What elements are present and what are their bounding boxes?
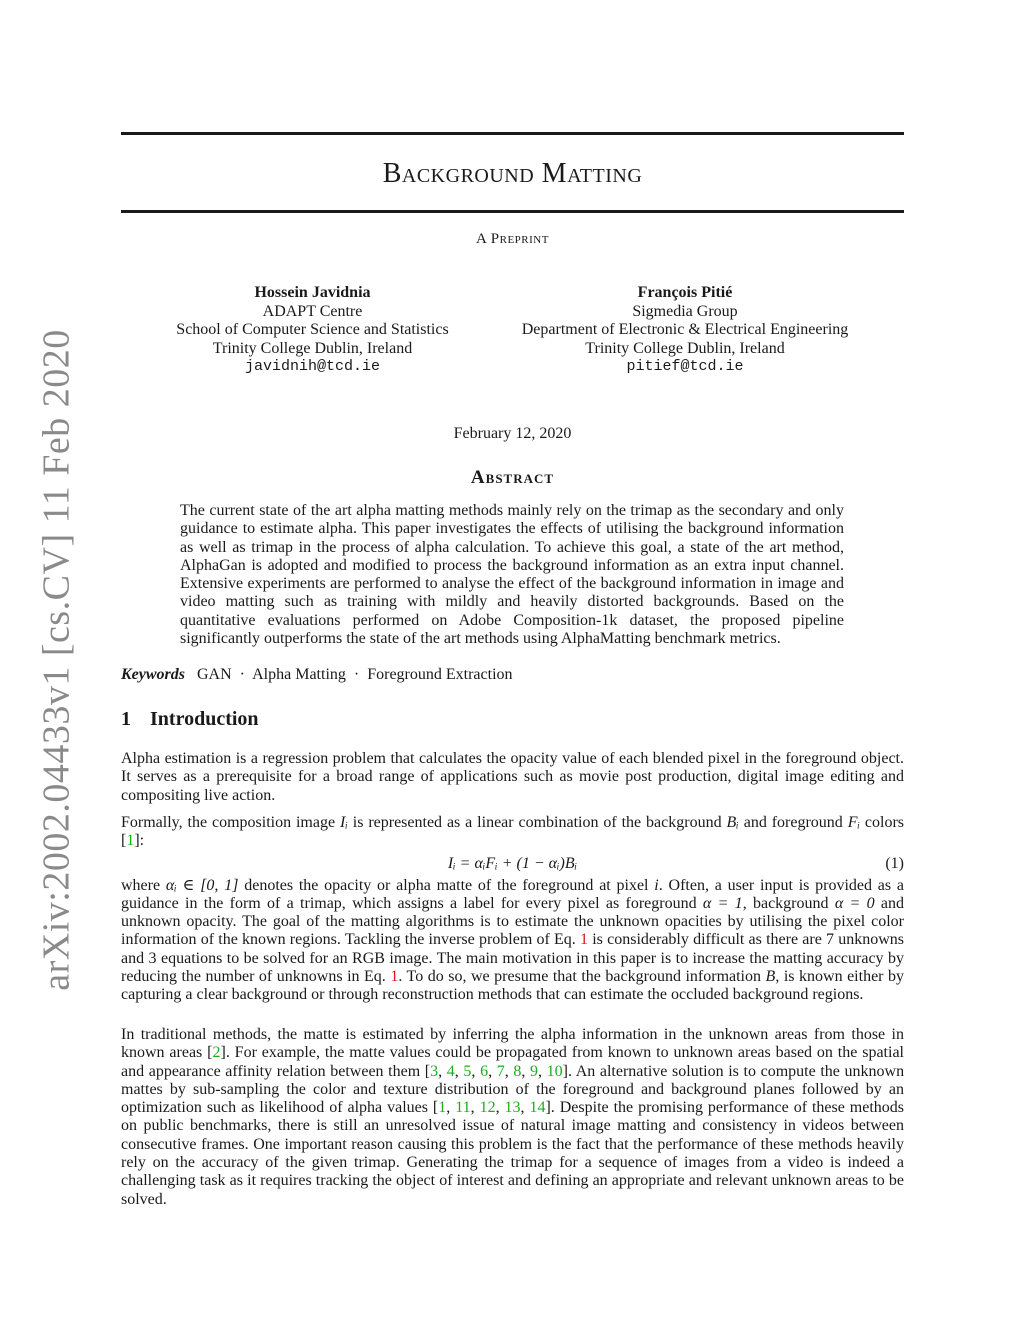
paper-title: Background Matting — [382, 158, 643, 189]
author-name: Hossein Javidnia — [254, 284, 371, 301]
citation-link[interactable]: 5 — [463, 1062, 472, 1080]
paragraph-with-equation — [121, 814, 904, 1005]
citation-link[interactable]: 4 — [446, 1062, 455, 1080]
section-number: 1 — [121, 708, 131, 730]
text-run: and unknown opacity. The goal of the matting algorithms is to estimate the unknown opacities by utilising the pixel color information of the known regions. Tackling the inverse problem of Eq. — [121, 894, 905, 949]
equation-ref-link[interactable]: 1 — [390, 968, 399, 986]
text-run: In traditional methods, the matte is estimated by inferring the alpha information in the unknown areas from those in known areas [ — [121, 1026, 904, 1062]
author-name: François Pitié — [637, 284, 733, 301]
text-run: . To do so, we presume that the background information — [398, 968, 766, 986]
citation-link[interactable]: 6 — [480, 1062, 489, 1080]
keywords-line — [121, 666, 904, 684]
paragraph-text — [121, 877, 904, 1005]
author-affiliation: Trinity College Dublin, Ireland — [212, 339, 413, 357]
paragraph — [121, 1026, 904, 1209]
author-block-1 — [160, 284, 465, 377]
comma: , — [504, 1062, 514, 1080]
paragraph-text — [121, 1026, 904, 1209]
text-run: denotes the opacity or alpha matte of the foreground at pixel — [238, 876, 655, 894]
math-inline: Iᵢ — [339, 814, 348, 831]
text-run: , is known either by capturing a clear background or through reconstruction methods that can estimate the occluded background regions. — [121, 968, 905, 1004]
citation-link[interactable]: 10 — [546, 1062, 563, 1080]
publication-date: February 12, 2020 — [453, 425, 572, 442]
citation-link[interactable]: 7 — [496, 1062, 505, 1080]
keyword-separator: · — [353, 666, 360, 683]
paragraph-text: Alpha estimation is a regression problem that calculates the opacity value of each blended pixel in the foreground object. It serves as a prerequisite for a broad range of applications such as movie post production, digital image editing and compositing live action. — [121, 750, 904, 804]
citation-link[interactable]: 2 — [212, 1044, 221, 1062]
equation-ref-link[interactable]: 1 — [580, 931, 589, 949]
text-run: and foreground — [738, 814, 848, 831]
math-inline: αᵢ ∈ [0, 1] — [165, 876, 239, 894]
text-run: ]. For example, the matte values could be propagated from known to unknown areas based on the spatial and appearance affinity relation between them [ — [121, 1044, 904, 1080]
keyword: Foreground Extraction — [367, 666, 513, 683]
title-rule-bottom — [121, 210, 904, 213]
author-email[interactable]: pitief@tcd.ie — [626, 358, 744, 375]
citation-link[interactable]: 8 — [513, 1062, 522, 1080]
comma: , — [488, 1062, 497, 1080]
author-affiliation: Trinity College Dublin, Ireland — [585, 339, 785, 357]
citation-link[interactable]: 3 — [430, 1062, 439, 1080]
author-affiliation: Department of Electronic & Electrical Engineering — [521, 321, 849, 338]
citation-link[interactable]: 14 — [529, 1099, 546, 1117]
comma: , — [520, 1099, 530, 1117]
comma: , — [454, 1062, 464, 1080]
keyword: GAN — [197, 666, 232, 683]
comma: , — [521, 1062, 530, 1080]
author-affiliation: ADAPT Centre — [262, 302, 363, 320]
math-inline: i — [654, 876, 659, 894]
text-run: , background — [742, 894, 835, 912]
equation-number: (1) — [885, 854, 904, 872]
author-block-2 — [505, 284, 865, 377]
keyword-separator: · — [239, 666, 245, 683]
section-heading — [121, 708, 259, 731]
text-run: ]. An alternative solution is to compute the unknown mattes by sub-sampling the color and texture distribution of the foreground and background planes followed by an optimization such as likelihood of alpha values [ — [121, 1062, 905, 1117]
arxiv-identifier — [28, 329, 86, 991]
text-run: where — [121, 876, 166, 894]
text-run: ]. Despite the promising performance of these methods on public benchmarks, there is still an unresolved issue of natural image matting and consistency in videos between consecutive frames. One important reason causing this problem is the fact that the performance of these methods heavily rely on the accuracy of the given trimap. Generating the trimap for a sequence of images from a video is indeed a challenging task as it requires tracking the object of interest and defining an appropriate and relevant unknown areas to be solved. — [121, 1099, 905, 1208]
paragraph — [121, 750, 904, 805]
abstract-heading: Abstract — [470, 467, 555, 488]
comma: , — [446, 1099, 456, 1117]
comma: , — [471, 1062, 481, 1080]
text-run: . Often, a user input is provided as a guidance in the form of a trimap, which assigns a label for every pixel as foreground — [121, 876, 904, 912]
citation-link[interactable]: 11 — [455, 1099, 471, 1117]
equation-body: Iᵢ = αᵢFᵢ + (1 − αᵢ)Bᵢ — [447, 854, 578, 872]
citation-link[interactable]: 12 — [479, 1099, 496, 1117]
citation-link[interactable]: 1 — [126, 832, 135, 850]
citation-link[interactable]: 9 — [529, 1062, 538, 1080]
comma: , — [537, 1062, 547, 1080]
math-inline: B — [765, 968, 776, 986]
citation-link[interactable]: 1 — [438, 1099, 447, 1117]
author-affiliation: Sigmedia Group — [632, 302, 738, 320]
author-email[interactable]: javidnih@tcd.ie — [244, 358, 381, 375]
paper-subtitle: A Preprint — [476, 231, 549, 247]
author-affiliation: School of Computer Science and Statistics — [176, 321, 449, 338]
keywords-label: Keywords — [121, 666, 185, 683]
math-inline: Fᵢ — [847, 814, 861, 831]
section-title: Introduction — [150, 708, 259, 730]
equation — [121, 853, 904, 877]
text-run: is represented as a linear combination of the background — [347, 814, 727, 831]
math-inline: α = 1 — [702, 894, 743, 912]
arxiv-identifier-text: arXiv:2002.04433v1 [cs.CV] 11 Feb 2020 — [36, 329, 79, 991]
paragraph-text — [121, 814, 904, 851]
abstract-text: The current state of the art alpha matting methods mainly rely on the trimap as the secondary and only guidance to estimate alpha. This paper investigates the effects of utilising the background information as well as trimap in the process of alpha calculation. To achieve this goal, a state of the art method, AlphaGan is adopted and modified to process the background information as an extra input channel. Extensive experiments are performed to analyse the effect of the background information in image and video matting such as training with mildly and heavily distorted backgrounds. Based on the quantitative evaluations performed on Adobe Composition-1k dataset, the proposed pipeline significantly outperforms the state of the art methods using AlphaMatting benchmark metrics. — [180, 502, 844, 648]
keyword: Alpha Matting — [252, 666, 346, 683]
comma: , — [470, 1099, 480, 1117]
text-run: colors [ — [121, 814, 905, 850]
comma: , — [438, 1062, 447, 1080]
text-run: Formally, the composition image — [121, 814, 340, 831]
text-run: ]: — [134, 832, 145, 850]
citation-link[interactable]: 13 — [504, 1099, 521, 1117]
math-inline: Bᵢ — [726, 814, 739, 831]
title-rule-top — [121, 132, 904, 135]
text-run: is considerably difficult as there are 7 unknowns and 3 equations to be solved for an RGB image. The main motivation in this paper is to increase the matting accuracy by reducing the number of unknowns in Eq. — [121, 931, 905, 986]
comma: , — [495, 1099, 505, 1117]
math-inline: α = 0 — [834, 894, 875, 912]
